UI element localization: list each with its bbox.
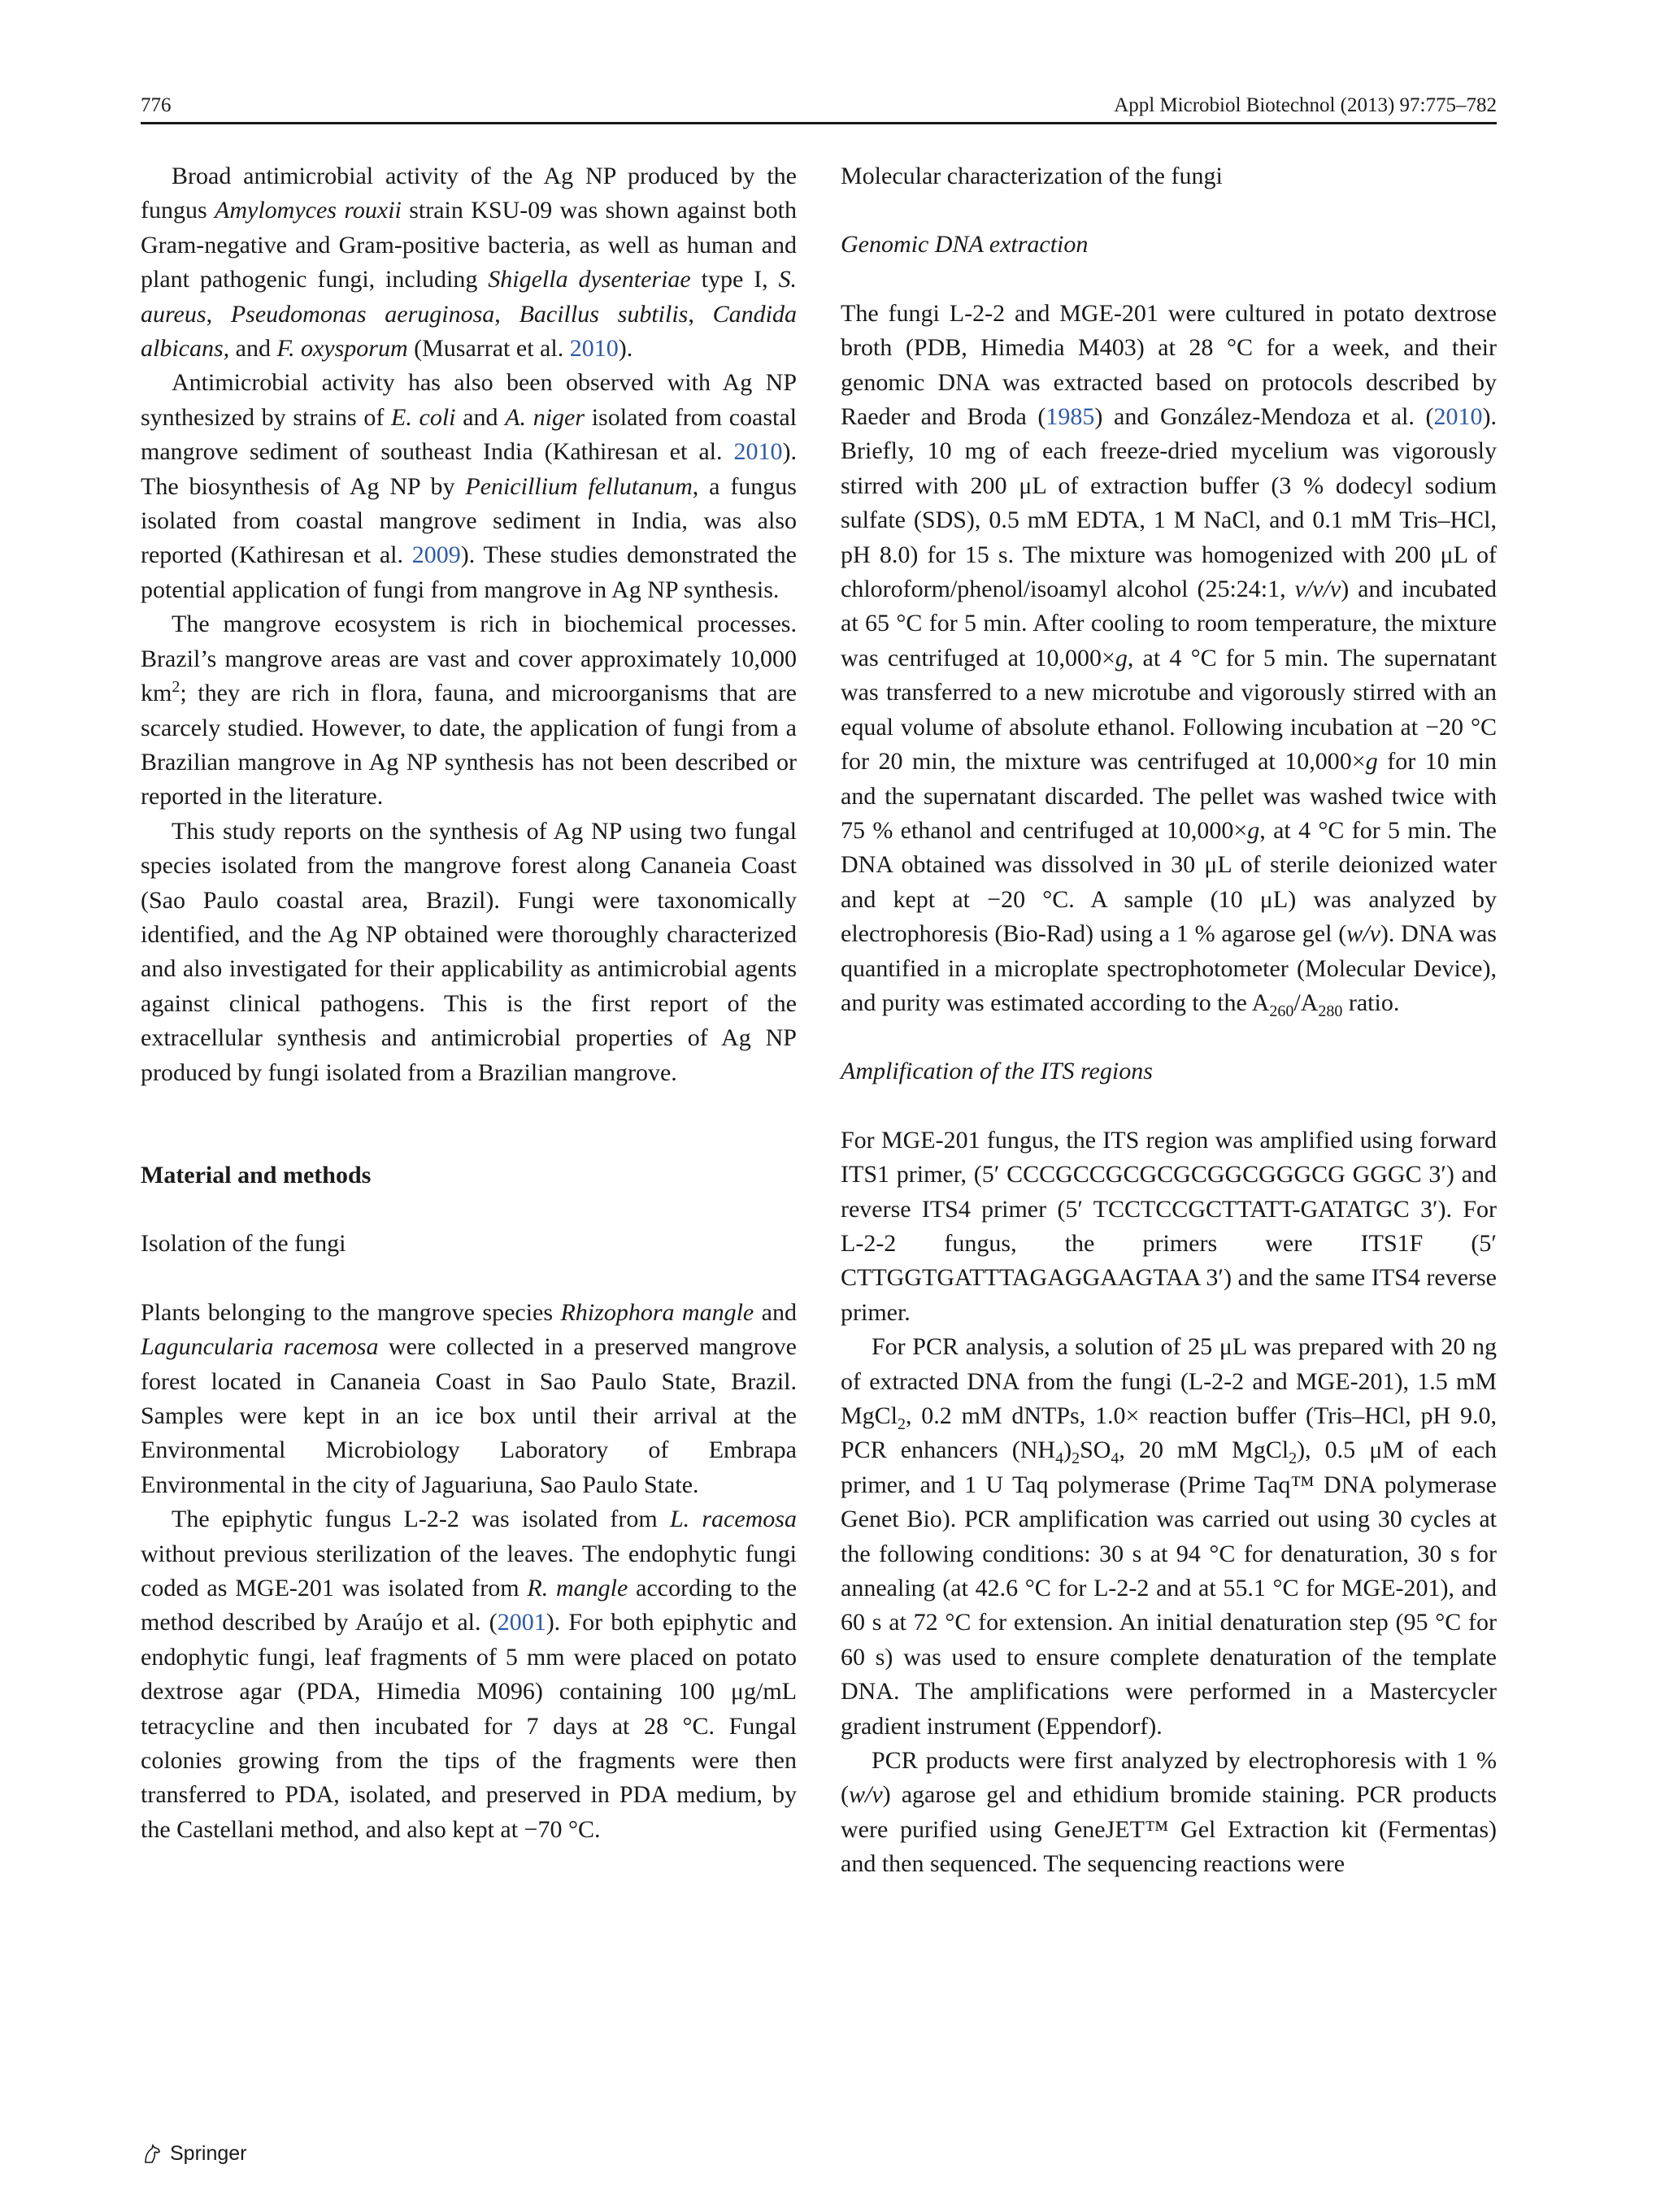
left-column: [141, 159, 797, 1847]
publisher-footer: [141, 2142, 247, 2166]
paragraph-5: Plants belonging to the mangrove species Rhizophora mangle and Laguncularia racemosa were collected in a preserved mangrove forest located in Cananeia Coast in Sao Paulo State, Brazil. Samples were kept in an ice box until their arrival at the Environmental Microbiology Laboratory of Embrapa Environmental in the city of Jaguariuna, Sao Paulo State.: [141, 1298, 797, 1498]
page-number: 776: [141, 94, 172, 116]
paragraph-3: The mangrove ecosystem is rich in biochemical processes. Brazil’s mangrove areas are vast and cover approximately 10,000 $km^2$; they are rich in flora, fauna, and microorganisms that are scarcely studied. However, to date, the application of fungi from a Brazilian mangrove in Ag NP synthesis has not been described or reported in the literature.: [141, 611, 797, 810]
publisher-name: Springer: [170, 2142, 247, 2165]
citation-link[interactable]: 2001: [497, 1609, 546, 1636]
section-heading: Material and methods: [141, 1161, 372, 1189]
paragraph-pcr: For PCR analysis, a solution of 25 μL was prepared with 20 ng of extracted DNA from the fungi (L-2-2 and MGE-201), 1.5 mM MgCl$_2$, 0.2 mM dNTPs, 1.0× reaction buffer (Tris–HCl, pH 9.0, PCR enhancers $(NH_4)_2SO_4$, 20 mM MgCl$_2$), 0.5 μM of each primer, and 1 U Taq polymerase (Prime Taq™ DNA polymerase Genet Bio). PCR amplification was carried out using 30 cycles at the following conditions: 30 s at 94 °C for denaturation, 30 s for annealing (at 42.6 °C for L-2-2 and at 55.1 °C for MGE-201), and 60 s at 72 °C for extension. An initial denaturation step (95 °C for 60 s) was used to ensure complete denaturation of the template DNA. The amplifications were performed in a Mastercycler gradient instrument (Eppendorf).: [841, 1333, 1498, 1740]
paragraph-dna: The fungi L-2-2 and MGE-201 were cultured in potato dextrose broth (PDB, Himedia M403) at 28 °C for a week, and their genomic DNA was extracted based on protocols described by Raeder and Broda (1985) and González-Mendoza et al. (2010). Briefly, 10 mg of each freeze-dried mycelium was vigorously stirred with 200 μL of extraction buffer (3 % dodecyl sodium sulfate (SDS), 0.5 mM EDTA, 1 M NaCl, and 0.1 mM Tris–HCl, pH 8.0) for 15 s. The mixture was homogenized with 200 μL of chloroform/phenol/isoamyl alcohol (25:24:1, v/v/v) and incubated at 65 °C for 5 min. After cooling to room temperature, the mixture was centrifuged at 10,000×g, at 4 °C for 5 min. The supernatant was transferred to a new microtube and vigorously stirred with an equal volume of absolute ethanol. Following incubation at −20 °C for 20 min, the mixture was centrifuged at 10,000×g for 10 min and the supernatant discarded. The pellet was washed twice with 75 % ethanol and centrifuged at 10,000×g, at 4 °C for 5 min. The DNA obtained was dissolved in 30 μL of sterile deionized water and kept at −20 °C. A sample (10 μL) was analyzed by electrophoresis (Bio-Rad) using a 1 % agarose gel (w/v). DNA was quantified in a microplate spectrophotometer (Molecular Device), and purity was estimated according to the $A_{260}/A_{280}$ ratio.: [841, 299, 1498, 1020]
paragraph-2: Antimicrobial activity has also been observed with Ag NP synthesized by strains of E. coli and A. niger isolated from coastal mangrove sediment of southeast India (Kathiresan et al. 2010). The biosynthesis of Ag NP by Penicillium fellutanum, a fungus isolated from coastal mangrove sediment in India, was also reported (Kathiresan et al. 2009). These studies demonstrated the potential application of fungi from mangrove in Ag NP synthesis.: [141, 369, 798, 603]
paragraph-products: PCR products were first analyzed by electrophoresis with 1 % (w/v) agarose gel and ethidium bromide staining. PCR products were purified using GeneJET™ Gel Extraction kit (Fermentas) and then sequenced. The sequencing reactions were: [841, 1747, 1497, 1878]
paragraph-its: For MGE-201 fungus, the ITS region was amplified using forward ITS1 primer, (5′ CCCGCCGCGCGCGGCGGGCG GGGC 3′) and reverse ITS4 primer (5′ TCCTCCGCTTATT-GATATGC 3′). For L-2-2 fungus, the primers were ITS1F (5′ CTTGGTGATTTAGAGGAAGTAA 3′) and the same ITS4 reverse primer.: [841, 1126, 1497, 1326]
journal-citation: Appl Microbiol Biotechnol (2013) 97:775–782: [1114, 94, 1497, 116]
citation-link[interactable]: 1985: [1046, 403, 1095, 431]
running-header: [141, 88, 1497, 122]
subsection-heading: Isolation of the fungi: [141, 1230, 346, 1258]
citation-link[interactable]: 2010: [1433, 403, 1483, 431]
springer-horse-icon: [141, 2143, 163, 2166]
subsubsection-heading: Genomic DNA extraction: [841, 231, 1089, 259]
paragraph-6: The epiphytic fungus L-2-2 was isolated from L. racemosa without previous sterilization of the leaves. The endophytic fungi coded as MGE-201 was isolated from R. mangle according to the method described by Araújo et al. (2001). For both epiphytic and endophytic fungi, leaf fragments of 5 mm were placed on potato dextrose agar (PDA, Himedia M096) containing 100 μg/mL tetracycline and then incubated for 7 days at 28 °C. Fungal colonies growing from the tips of the fragments were then transferred to PDA, isolated, and preserved in PDA medium, by the Castellani method, and also kept at −70 °C.: [141, 1506, 798, 1843]
citation-link[interactable]: 2010: [733, 438, 783, 466]
right-column: [841, 159, 1497, 1882]
subsection-heading: Molecular characterization of the fungi: [841, 163, 1223, 189]
citation-link[interactable]: 2009: [411, 541, 461, 569]
paragraph-4: This study reports on the synthesis of Ag NP using two fungal species isolated from the mangrove forest along Cananeia Coast (Sao Paulo coastal area, Brazil). Fungi were taxonomically identified, and the Ag NP obtained were thoroughly characterized and also investigated for their applicability as antimicrobial agents against clinical pathogens. This is the first report of the extracellular synthesis and antimicrobial properties of Ag NP produced by fungi isolated from a Brazilian mangrove.: [141, 817, 797, 1086]
header-rule: [141, 122, 1497, 124]
citation-link[interactable]: 2010: [569, 335, 619, 363]
subsubsection-heading: Amplification of the ITS regions: [841, 1058, 1153, 1085]
paragraph-1: Broad antimicrobial activity of the Ag NP produced by the fungus Amylomyces rouxii strain KSU-09 was shown against both Gram-negative and Gram-positive bacteria, as well as human and plant pathogenic fungi, including Shigella dysenteriae type I, S. aureus, Pseudomonas aeruginosa, Bacillus subtilis, Candida albicans, and F. oxysporum (Musarrat et al. 2010).: [141, 163, 797, 363]
